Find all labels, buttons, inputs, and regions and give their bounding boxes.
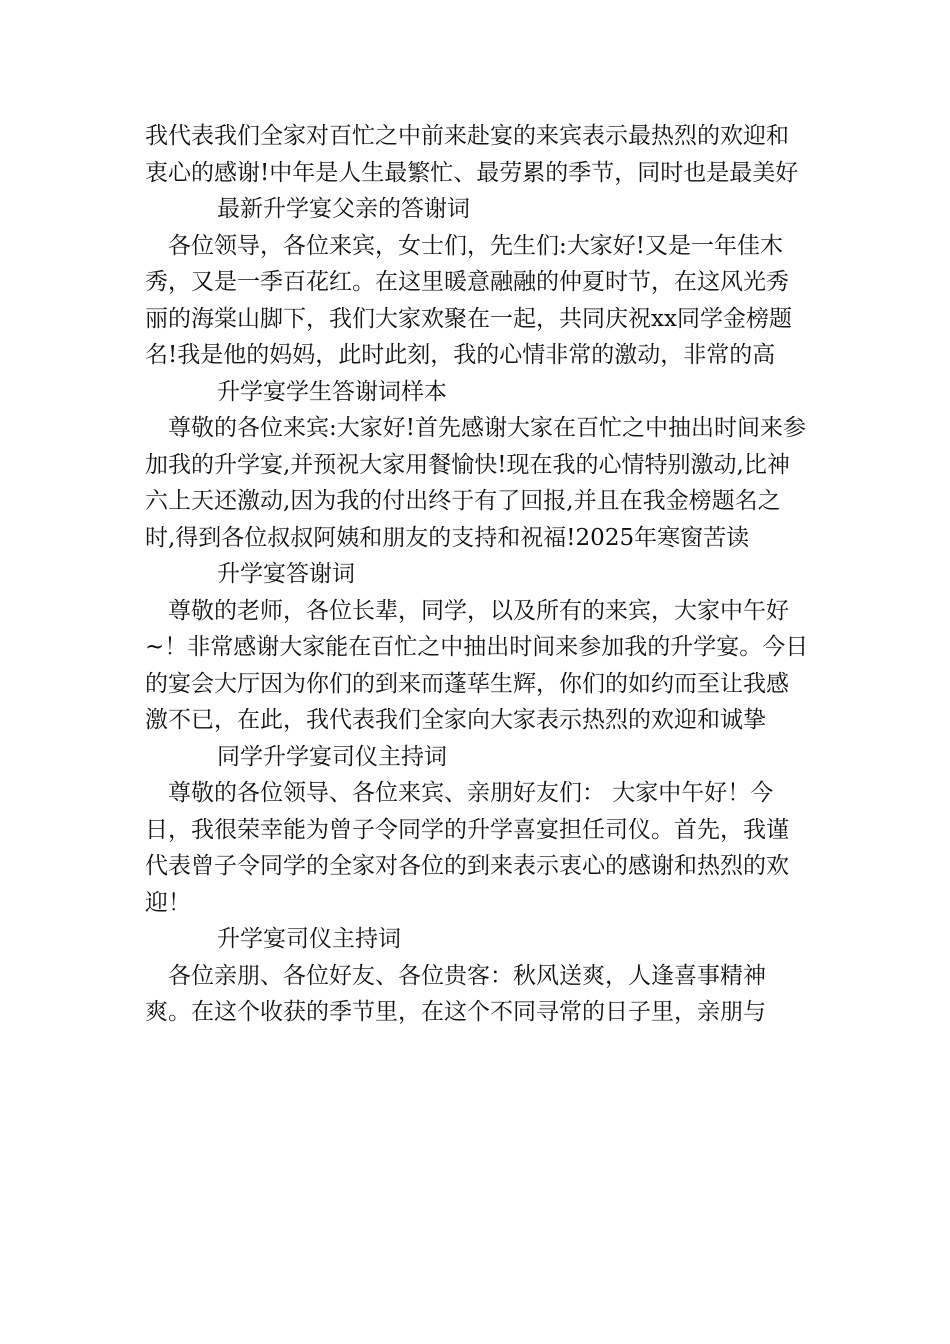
section-body: 各位亲朋、各位好友、各位贵客：秋风送爽，人逢喜事精神爽。在这个收获的季节里，在这个不同寻常的日子里，亲朋与 xyxy=(145,962,766,1025)
document-content xyxy=(145,118,810,1031)
section-body: 各位领导，各位来宾，女士们，先生们:大家好!又是一年佳木秀，又是一季百花红。在这里暖意融融的仲夏时节，在这风光秀丽的海棠山脚下，我们大家欢聚在一起，共同庆祝xx同学金榜题名!我是他的妈妈，此时此刻，我的心情非常的激动，非常的高 xyxy=(145,232,792,368)
section-body: 尊敬的老师，各位长辈，同学，以及所有的来宾，大家中午好~！非常感谢大家能在百忙之中抽出时间来参加我的升学宴。今日的宴会大厅因为你们的到来而蓬荜生辉，你们的如约而至让我感激不已，在此，我代表我们全家向大家表示热烈的欢迎和诚挚 xyxy=(145,597,809,733)
section-title: 升学宴司仪主持词 xyxy=(217,926,401,952)
section-title: 最新升学宴父亲的答谢词 xyxy=(217,196,470,222)
section-title: 同学升学宴司仪主持词 xyxy=(217,743,447,770)
section-title: 升学宴答谢词 xyxy=(217,561,355,587)
section-body: 尊敬的各位领导、各位来宾、亲朋好友们： 大家中午好！今日，我很荣幸能为曾子令同学的升学喜宴担任司仪。首先，我谨代表曾子令同学的全家对各位的到来表示衷心的感谢和热烈的欢迎！ xyxy=(145,780,789,916)
section-title: 升学宴学生答谢词样本 xyxy=(217,378,447,405)
intro-paragraph: 我代表我们全家对百忙之中前来赴宴的来宾表示最热烈的欢迎和衷心的感谢!中年是人生最繁忙、最劳累的季节，同时也是最美好 xyxy=(145,123,799,186)
section-body: 尊敬的各位来宾:大家好!首先感谢大家在百忙之中抽出时间来参加我的升学宴,并预祝大家用餐愉快!现在我的心情特别激动,比神六上天还激动,因为我的付出终于有了回报,并且在我金榜题名之时,得到各位叔叔阿姨和朋友的支持和祝福!2025年寒窗苦读 xyxy=(145,415,806,551)
